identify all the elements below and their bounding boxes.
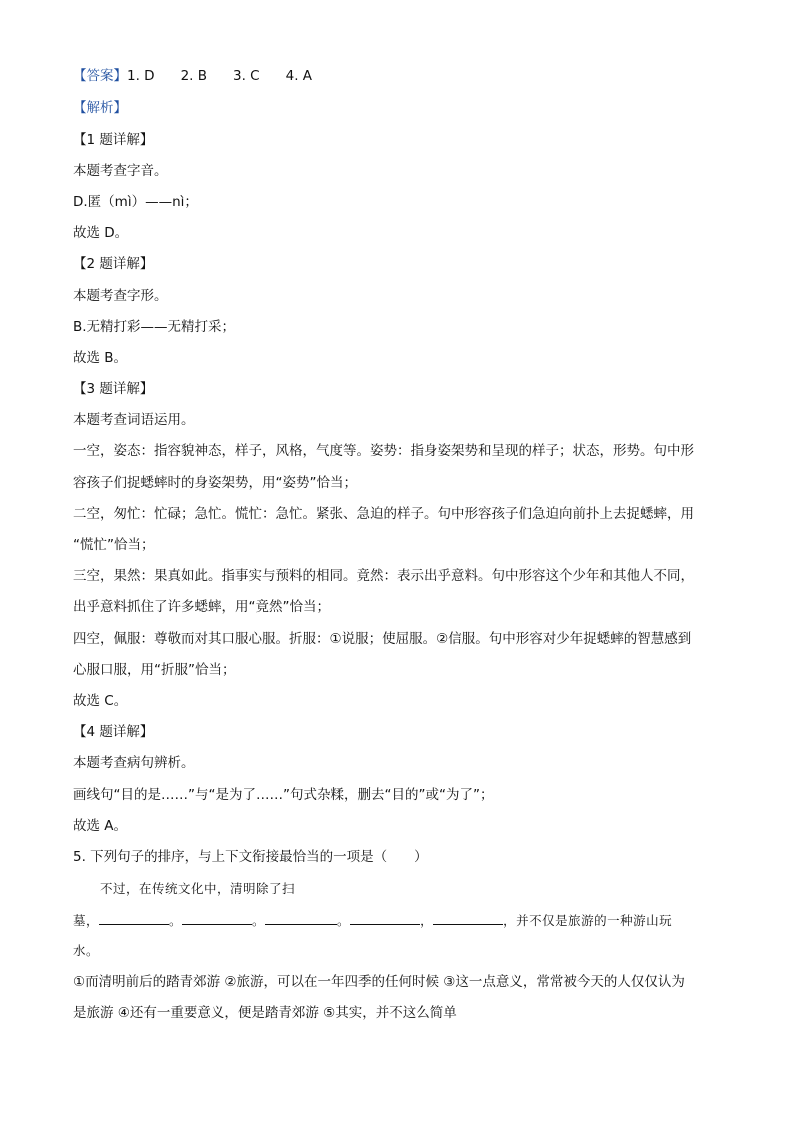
q2-line: B.无精打彩——无精打采； — [73, 319, 236, 335]
q3-line: 心服口服，用“折服”恰当； — [73, 662, 236, 678]
answer-1: 1. D — [127, 68, 155, 84]
q2-line: 故选 B。 — [73, 350, 128, 366]
q3-line: 二空，匆忙：忙碌；急忙。慌忙：急忙。紧张、急迫的样子。句中形容孩子们急迫向前扑上去捉蟋蟀，用 — [73, 506, 694, 522]
answer-3: 3. C — [233, 68, 260, 84]
answer-blank-1[interactable] — [99, 912, 169, 925]
analysis-label: 【解析】 — [73, 100, 127, 116]
q3-header: 【3 题详解】 — [73, 381, 154, 397]
q5-passage-line: 水。 — [73, 943, 100, 958]
q4-line: 本题考查病句辨析。 — [73, 755, 195, 771]
answer-blank-4[interactable] — [350, 912, 420, 925]
q3-line: 出乎意料抓住了许多蟋蟀，用“竟然”恰当； — [73, 599, 330, 615]
q4-line: 画线句“目的是……”与“是为了……”句式杂糅，删去“目的”或“为了”； — [73, 787, 494, 803]
q3-line: 容孩子们捉蟋蟀时的身姿架势，用“姿势”恰当； — [73, 475, 357, 491]
q1-header: 【1 题详解】 — [73, 132, 154, 148]
q4-header: 【4 题详解】 — [73, 724, 154, 740]
q5-passage-blanks-line: 墓， 。 。 。 ， ，并不仅是旅游的一种游山玩 — [73, 913, 673, 928]
q2-header: 【2 题详解】 — [73, 256, 154, 272]
q5-stem: 5. 下列句子的排序，与上下文衔接最恰当的一项是（ ） — [73, 849, 428, 865]
q3-line: 四空，佩服：尊敬而对其口服心服。折服：①说服；使屈服。②信服。句中形容对少年捉蟋蟀的智慧感到 — [73, 631, 692, 647]
q3-line: 故选 C。 — [73, 693, 128, 709]
q5-passage-line: 不过，在传统文化中，清明除了扫 — [100, 881, 296, 896]
answer-line — [73, 66, 312, 86]
answer-label: 【答案】 — [73, 68, 127, 84]
q5-options-line: 是旅游 ④还有一重要意义，便是踏青郊游 ⑤其实，并不这么简单 — [73, 1005, 457, 1021]
q3-line: 三空，果然：果真如此。指事实与预料的相同。竟然：表示出乎意料。句中形容这个少年和其他人不同， — [73, 568, 694, 584]
q1-line: 本题考查字音。 — [73, 163, 168, 179]
q3-line: 本题考查词语运用。 — [73, 412, 195, 428]
q5-options-line: ①而清明前后的踏青郊游 ②旅游，可以在一年四季的任何时候 ③这一点意义，常常被今天的人仅仅认为 — [73, 974, 685, 990]
q2-line: 本题考查字形。 — [73, 288, 168, 304]
answer-blank-3[interactable] — [265, 912, 337, 925]
q3-line: 一空，姿态：指容貌神态，样子，风格，气度等。姿势：指身姿架势和呈现的样子；状态，形势。句中形 — [73, 443, 694, 459]
q1-line: D.匿（mì）——nì； — [73, 194, 198, 210]
q3-line: “慌忙”恰当； — [73, 537, 155, 553]
q4-line: 故选 A。 — [73, 818, 128, 834]
answer-4: 4. A — [285, 68, 313, 84]
answer-blank-5[interactable] — [433, 912, 503, 925]
q1-line: 故选 D。 — [73, 225, 129, 241]
answer-blank-2[interactable] — [182, 912, 252, 925]
answer-2: 2. B — [180, 68, 208, 84]
